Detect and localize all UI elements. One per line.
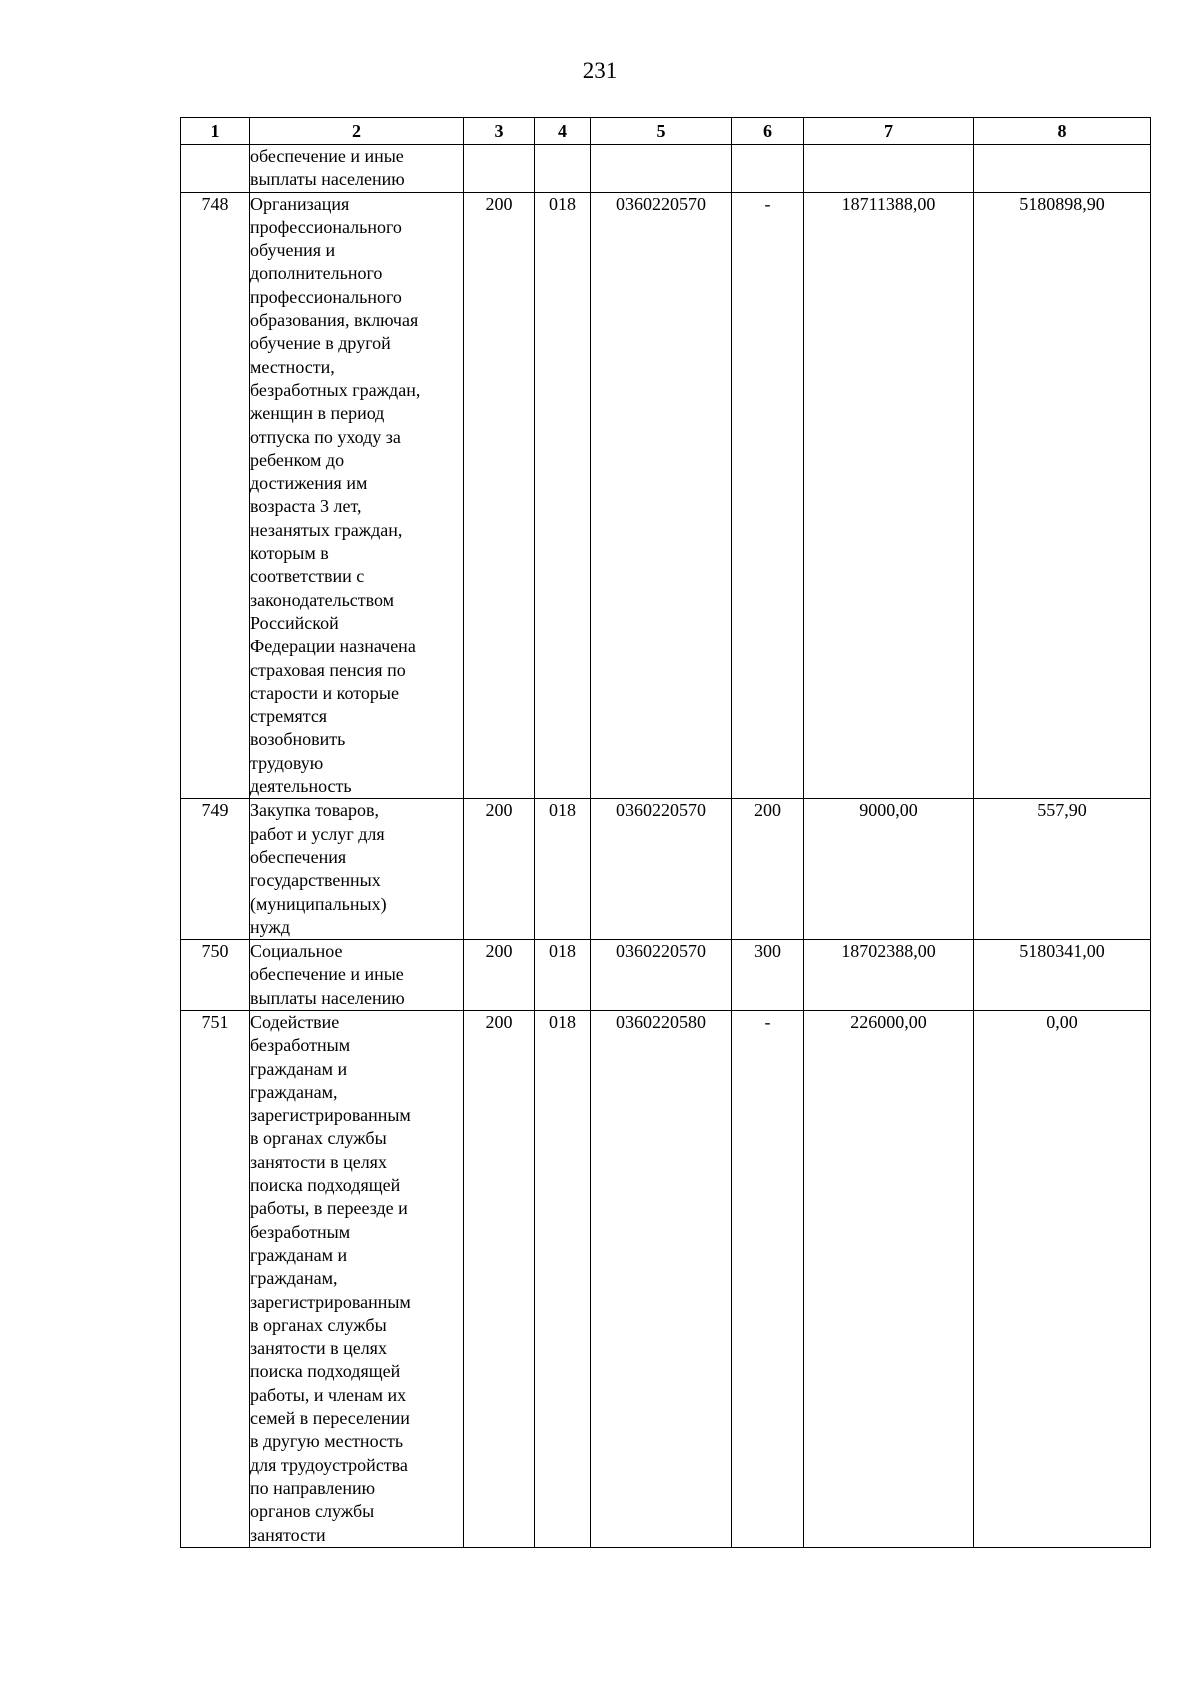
row-col-3: 200 [464,192,535,799]
header-col-7: 7 [804,118,974,145]
row-name: Содействие безработным гражданам и гражданам, зарегистрированным в органах службы занятости в целях поиска подходящей работы, в переезде и безработным гражданам и гражданам, зарегистрированным в органах службы занятости в целях поиска подходящей работы, и членам их семей в переселении в другую местность для трудоустройства по направлению органов службы занятости [250,1010,464,1547]
row-col-6: - [732,192,804,799]
row-col-5: 0360220580 [591,1010,732,1547]
row-col-4: 018 [535,1010,591,1547]
header-col-3: 3 [464,118,535,145]
row-col-8: 5180898,90 [974,192,1151,799]
table-row [181,940,1151,1011]
header-col-5: 5 [591,118,732,145]
row-col-5: 0360220570 [591,940,732,1011]
row-name: Организация профессионального обучения и дополнительного профессионального образования, включая обучение в другой местности, безработных граждан, женщин в период отпуска по уходу за ребенком до достижения им возраста 3 лет, незанятых граждан, которым в соответствии с законодательством Российской Федерации назначена страховая пенсия по старости и которые стремятся возобновить трудовую деятельность [250,192,464,799]
row-col-8 [974,145,1151,193]
header-col-6: 6 [732,118,804,145]
row-name: обеспечение и иные выплаты населению [250,145,464,193]
row-number: 749 [181,799,250,940]
row-number: 750 [181,940,250,1011]
header-col-8: 8 [974,118,1151,145]
row-name: Социальное обеспечение и иные выплаты населению [250,940,464,1011]
row-col-8: 0,00 [974,1010,1151,1547]
table-row [181,145,1151,193]
header-col-1: 1 [181,118,250,145]
row-number: 748 [181,192,250,799]
table-row [181,799,1151,940]
row-number: 751 [181,1010,250,1547]
row-col-3: 200 [464,940,535,1011]
budget-table [180,117,1151,1548]
row-col-7: 18702388,00 [804,940,974,1011]
row-col-4: 018 [535,192,591,799]
header-row [181,118,1151,145]
row-col-7: 18711388,00 [804,192,974,799]
row-col-7: 226000,00 [804,1010,974,1547]
row-col-4 [535,145,591,193]
page-number: 231 [582,58,618,83]
row-col-6: 200 [732,799,804,940]
table-row [181,1010,1151,1547]
row-col-5 [591,145,732,193]
row-col-3: 200 [464,799,535,940]
row-col-3: 200 [464,1010,535,1547]
header-col-4: 4 [535,118,591,145]
row-col-7: 9000,00 [804,799,974,940]
row-col-6: 300 [732,940,804,1011]
row-col-4: 018 [535,799,591,940]
row-col-7 [804,145,974,193]
row-number [181,145,250,193]
row-col-3 [464,145,535,193]
row-col-8: 5180341,00 [974,940,1151,1011]
row-col-6 [732,145,804,193]
header-col-2: 2 [250,118,464,145]
table-row [181,192,1151,799]
row-col-4: 018 [535,940,591,1011]
row-col-5: 0360220570 [591,799,732,940]
row-col-6: - [732,1010,804,1547]
row-name: Закупка товаров, работ и услуг для обеспечения государственных (муниципальных) нужд [250,799,464,940]
row-col-5: 0360220570 [591,192,732,799]
row-col-8: 557,90 [974,799,1151,940]
